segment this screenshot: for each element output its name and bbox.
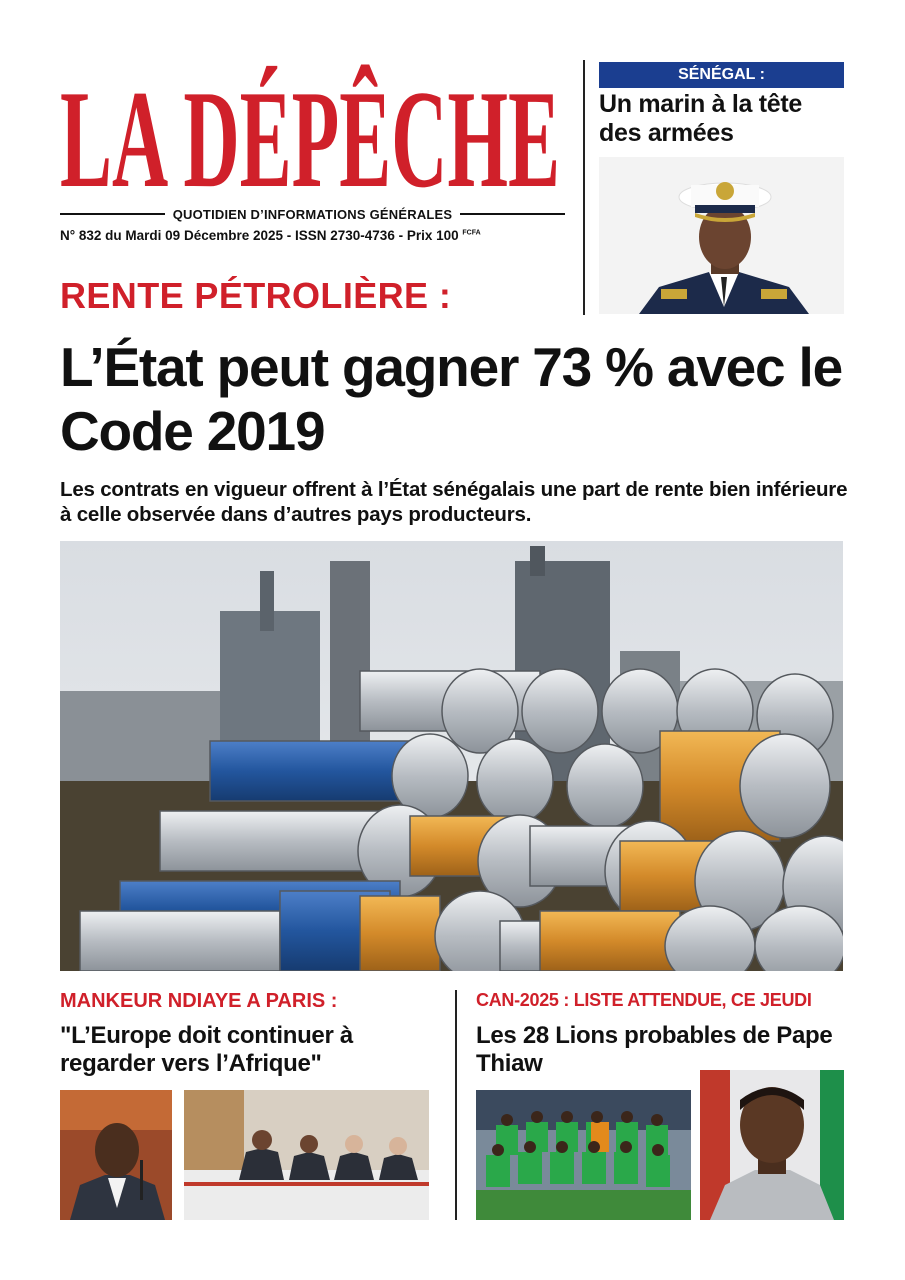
tagline: QUOTIDIEN D’INFORMATIONS GÉNÉRALES bbox=[172, 206, 453, 222]
main-headline[interactable]: L’État peut gagner 73 % avec le Code 2019 bbox=[60, 336, 842, 462]
bottom-column-divider bbox=[455, 990, 457, 1220]
left-story-title[interactable]: "L’Europe doit continuer à regarder vers l’Afrique" bbox=[60, 1022, 353, 1077]
tagline-row bbox=[60, 205, 565, 223]
general-portrait-photo[interactable] bbox=[599, 157, 844, 314]
right-story-kicker: CAN-2025 : LISTE ATTENDUE, CE JEUDI bbox=[476, 990, 812, 1010]
teaser-label-bar: SÉNÉGAL : bbox=[599, 62, 844, 88]
teaser-title[interactable]: Un marin à la tête des armées bbox=[599, 90, 802, 147]
masthead-title: LA DÉPÊCHE bbox=[60, 62, 560, 198]
issue-line bbox=[60, 228, 565, 243]
column-divider bbox=[583, 60, 585, 315]
right-story-title[interactable]: Les 28 Lions probables de Pape Thiaw bbox=[476, 1022, 833, 1077]
main-kicker: RENTE PÉTROLIÈRE : bbox=[60, 275, 452, 316]
tagline-rule-right bbox=[460, 213, 565, 215]
left-story-kicker: MANKEUR NDIAYE A PARIS : bbox=[60, 990, 338, 1012]
main-deck: Les contrats en vigueur offrent à l’État sénégalais une part de rente bien inférieure à celle observée dans d’autres pays producteurs. bbox=[60, 478, 848, 526]
oil-barrels-photo[interactable] bbox=[60, 541, 843, 971]
ndiaye-portrait-photo[interactable] bbox=[60, 1090, 172, 1220]
currency-label: FCFA bbox=[462, 229, 481, 237]
team-photo[interactable] bbox=[476, 1090, 691, 1220]
coach-portrait-photo[interactable] bbox=[700, 1070, 844, 1220]
issue-info: N° 832 du Mardi 09 Décembre 2025 - ISSN 2730-4736 - Prix 100 bbox=[60, 228, 459, 243]
masthead-logo bbox=[60, 58, 565, 198]
paris-conference-photo[interactable] bbox=[184, 1090, 429, 1220]
tagline-rule-left bbox=[60, 213, 165, 215]
